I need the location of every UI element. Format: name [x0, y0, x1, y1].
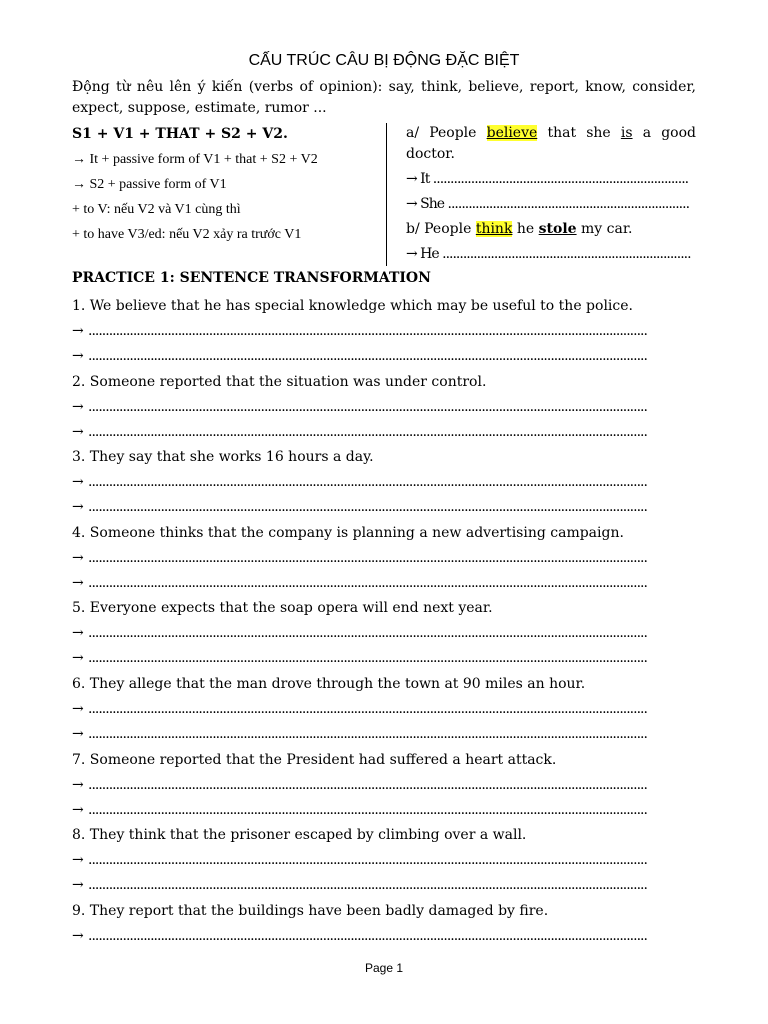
answer-blank: ..................................................................................................................................................................: [88, 549, 647, 566]
arrow-icon: →: [72, 574, 84, 591]
answer-blank: ..................................................................................................................................................................: [88, 927, 647, 944]
example-a-middle: that she: [547, 125, 611, 141]
example-a-prefix: a/ People: [406, 125, 477, 141]
column-divider: [386, 123, 387, 266]
question-text: 5. Everyone expects that the soap opera will end next year.: [72, 600, 493, 617]
example-a-end: a good: [642, 125, 696, 141]
example-b-highlight-verb: think: [475, 221, 513, 237]
practice-item-4: [72, 521, 696, 597]
question-text: 2. Someone reported that the situation was under control.: [72, 373, 487, 390]
arrow-icon: →: [72, 877, 84, 894]
answer-line[interactable]: [72, 924, 696, 949]
question-text: 7. Someone reported that the President had suffered a heart attack.: [72, 751, 557, 768]
answer-line[interactable]: [72, 798, 696, 823]
example-a-answer-she: → She ......................................................................: [406, 196, 690, 212]
example-b-answer-he: → He ........................................................................: [406, 246, 691, 262]
answer-blank: ..................................................................................................................................................................: [88, 348, 647, 364]
page-title: CẤU TRÚC CÂU BỊ ĐỘNG ĐẶC BIỆT: [248, 52, 520, 69]
question-text: 8. They think that the prisoner escaped by climbing over a wall.: [72, 827, 527, 844]
practice-item-3: [72, 445, 696, 521]
examples-column: [406, 122, 696, 265]
answer-line[interactable]: [72, 773, 696, 798]
answer-blank: ..................................................................................................................................................................: [88, 700, 647, 717]
answer-line[interactable]: [72, 621, 696, 646]
answer-blank: ..................................................................................................................................................................: [88, 323, 647, 339]
answer-line[interactable]: [72, 395, 696, 420]
example-a-sentence: [406, 122, 696, 144]
rule-line-3: + to V: nếu V2 và V1 cùng thì: [72, 202, 241, 217]
arrow-icon: →: [72, 852, 84, 869]
arrow-icon: →: [72, 423, 84, 440]
answer-blank: ..................................................................................................................................................................: [88, 801, 647, 818]
answer-line[interactable]: [72, 571, 696, 596]
arrow-icon: →: [72, 801, 84, 818]
answer-blank: ..................................................................................................................................................................: [88, 877, 647, 894]
answer-blank: ..................................................................................................................................................................: [88, 852, 647, 869]
answer-line[interactable]: [72, 646, 696, 671]
page-number: Page 1: [364, 961, 404, 975]
example-b-end: my car.: [581, 221, 633, 237]
arrow-icon: →: [72, 650, 84, 667]
example-a-underlined-verb: is: [620, 125, 633, 141]
answer-line[interactable]: [72, 697, 696, 722]
rule-line-2: → S2 + passive form of V1: [72, 177, 227, 192]
answer-line[interactable]: [72, 873, 696, 898]
practice-list: [72, 294, 696, 974]
answer-line[interactable]: [72, 319, 696, 344]
practice-item-2: [72, 370, 696, 446]
arrow-icon: →: [72, 725, 84, 742]
example-b-middle: he: [516, 221, 535, 237]
question-text: 9. They report that the buildings have been badly damaged by fire.: [72, 902, 549, 919]
rules-column: [72, 122, 372, 247]
example-b-underlined-verb: stole: [538, 221, 577, 237]
answer-blank: ..................................................................................................................................................................: [88, 499, 647, 516]
practice-item-5: [72, 596, 696, 672]
answer-line[interactable]: [72, 470, 696, 495]
answer-line[interactable]: [72, 495, 696, 520]
arrow-icon: →: [72, 474, 84, 491]
answer-blank: ..................................................................................................................................................................: [88, 725, 647, 742]
answer-blank: ..................................................................................................................................................................: [88, 625, 647, 642]
question-text: 6. They allege that the man drove through the town at 90 miles an hour.: [72, 675, 586, 692]
practice-item-7: [72, 748, 696, 824]
answer-line[interactable]: [72, 848, 696, 873]
answer-line[interactable]: [72, 722, 696, 747]
answer-line[interactable]: [72, 344, 696, 369]
practice-item-8: [72, 823, 696, 899]
intro-paragraph: Động từ nêu lên ý kiến (verbs of opinion): say, think, believe, report, know, consider, expect, suppose, estimate, rumor ...: [72, 79, 696, 116]
arrow-icon: →: [72, 398, 84, 415]
answer-line[interactable]: [72, 420, 696, 445]
answer-blank: ..................................................................................................................................................................: [88, 650, 647, 667]
practice-item-1: [72, 294, 696, 370]
practice-heading: PRACTICE 1: SENTENCE TRANSFORMATION: [72, 270, 431, 286]
arrow-icon: →: [72, 927, 84, 944]
answer-blank: ..................................................................................................................................................................: [88, 474, 647, 491]
question-text: 1. We believe that he has special knowledge which may be useful to the police.: [72, 298, 633, 314]
example-a-answer-it: → It ..........................................................................: [406, 171, 689, 187]
arrow-icon: →: [72, 700, 84, 717]
answer-blank: ..................................................................................................................................................................: [88, 574, 647, 591]
arrow-icon: →: [72, 776, 84, 793]
question-text: 3. They say that she works 16 hours a day.: [72, 449, 374, 466]
answer-line[interactable]: [72, 546, 696, 571]
example-b-prefix: b/ People: [406, 221, 472, 237]
question-text: 4. Someone thinks that the company is planning a new advertising campaign.: [72, 524, 624, 541]
arrow-icon: →: [72, 549, 84, 566]
answer-blank: ..................................................................................................................................................................: [88, 398, 647, 415]
rule-line-4: + to have V3/ed: nếu V2 xảy ra trước V1: [72, 227, 302, 242]
example-b-sentence: [406, 218, 696, 240]
example-a-highlight-verb: believe: [486, 125, 538, 141]
rule-line-1: → It + passive form of V1 + that + S2 + V2: [72, 152, 318, 167]
arrow-icon: →: [72, 625, 84, 642]
arrow-icon: →: [72, 348, 84, 364]
practice-item-6: [72, 672, 696, 748]
answer-blank: ..................................................................................................................................................................: [88, 423, 647, 440]
arrow-icon: →: [72, 499, 84, 516]
rule-formula: S1 + V1 + THAT + S2 + V2.: [72, 126, 288, 142]
example-a-line2: doctor.: [406, 146, 455, 162]
arrow-icon: →: [72, 323, 84, 339]
answer-blank: ..................................................................................................................................................................: [88, 776, 647, 793]
